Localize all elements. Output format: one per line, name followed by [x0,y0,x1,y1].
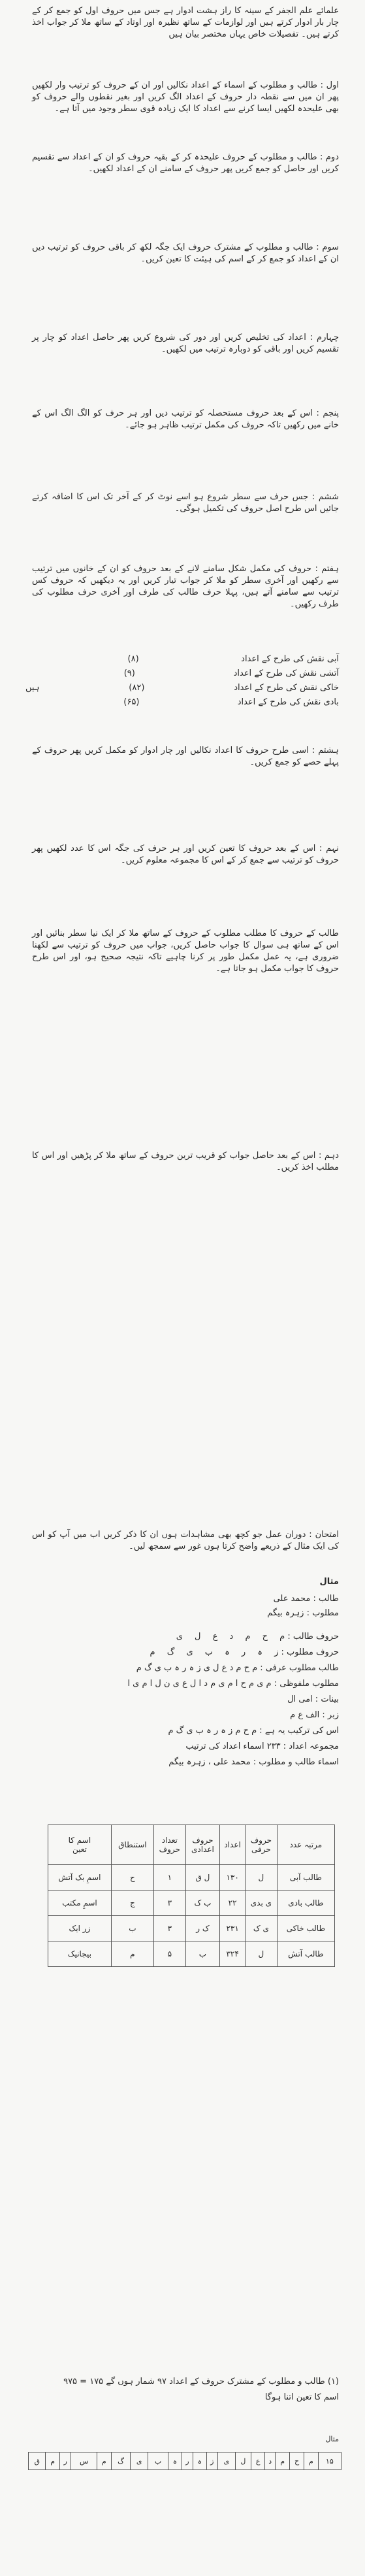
huroof-matloob-label: حروف مطلوب : [281,1647,339,1657]
huroof-talib-row [25,1631,339,1643]
table-row [48,1865,335,1891]
table-cell: ح [111,1865,153,1891]
table-header-cell: اسم کا تعین [48,1825,112,1865]
table-cell: ۳۲۴ [220,1941,246,1967]
paragraph-10: نہم : اس کے بعد حروف کا تعین کریں اور ہر حرف کی جگہ اس کا عدد لکھیں پھر حروف کو ترتیب سے جمع کر کے اس کا مجموعہ معلوم کریں۔ [32,844,339,865]
table-cell: طالب آبی [277,1865,334,1891]
example-line-f: مجموعہ اعداد : ۲۳۳ اسماء اعداد کی ترتیب [185,1742,339,1751]
paragraph-9: ہشتم : اسی طرح حروف کا اعداد نکالیں اور چار ادوار کو مکمل کریں پھر حروف کے پہلے حصے کو جمع کریں۔ [32,746,339,767]
table-header-cell: استنطاق [111,1825,153,1865]
example-line-b: مطلوب ملفوظی : م ی م ح ا م ی م د ا ل ع ی ن ل ا م ی ا [127,1679,339,1689]
table-cell: ی بدی [246,1891,278,1916]
talib-label: طالب : [313,1594,339,1604]
matloob-name: زہرہ بیگم [267,1608,304,1618]
grid-cell: ع [251,2452,265,2470]
list-item-label: آبی نقش کی طرح کے اعداد [241,654,339,664]
paragraph-3: دوم : طالب و مطلوب کے حروف علیحدہ کر کے بقیہ حروف کو ان کے اعداد سے تقسیم کریں اور حاصل کو جمع کریں پھر حروف کے سامنے ان کے اعداد لکھیں۔ [32,152,339,174]
grid-cell: د [265,2452,276,2470]
table-cell: ۳ [153,1891,185,1916]
table-row [48,1916,335,1941]
data-table [48,1825,335,1967]
table-cell: ۱ [153,1865,185,1891]
example-line-e: اس کی ترکیب یہ ہے : م ح م ز ہ ر ہ ب ی گ م [168,1726,339,1736]
example-title: مثال [319,1577,339,1587]
list-item-4 [25,697,339,708]
list-item-1 [25,653,339,665]
grid-cell: م [304,2452,319,2470]
huroof-talib-label: حروف طالب : [287,1632,339,1642]
table-cell: ۲۳۱ [220,1916,246,1941]
table-cell: ج [111,1891,153,1916]
table-cell: اسمِ بک آتش [48,1865,112,1891]
table-cell: اسمِ مکتب [48,1891,112,1916]
paragraph-6: پنجم : اس کے بعد حروف مستحصلہ کو ترتیب دیں اور ہر حرف کو الگ الگ اس کے خانے میں رکھیں تاکہ حروف کی مکمل ترتیب ظاہر ہو جائے۔ [32,408,339,430]
grid-cell: ہ [193,2452,207,2470]
paragraph-7: ششم : جس حرف سے سطر شروع ہو اسے نوٹ کر کے آخر تک اس کا اضافہ کرتے جائیں اس طرح اصل حروف کی تکمیل ہوگی۔ [32,492,339,514]
grid-cell: ل [235,2452,251,2470]
intro-paragraph: امتحان : دوران عمل جو کچھ بھی مشاہدات ہوں ان کا ذکر کریں اب میں آپ کو اس کی ایک مثال کے ذریعے واضح کرتا ہوں غور سے سمجھ لیں۔ [32,1530,339,1551]
bottom-line-1: (۱) طالب و مطلوب کے مشترک حروف کے اعداد ۹۷ شمار ہوں گے ۱۷۵ = ۹۷۵ [63,2377,339,2386]
bottom-line-2: اسم کا تعین اتنا ہوگا [264,2392,339,2402]
table-row [48,1891,335,1916]
paragraph-11: طالب کے حروف کا مطلب مطلوب کے حروف کے ساتھ ملا کر ایک نیا سطر بنائیں اور اس کے ساتھ ہی سوال کا جواب حاصل کریں، جواب میں حروف کو ترتیب سے لکھنا ضروری ہے، یہ عمل مکمل طور پر کرنا چاہیے تاکہ نتیجہ صحیح ہو، اور اس طرح حروف کا جواب مکمل ہو جاتا ہے۔ [32,929,339,974]
list-item-2 [25,668,339,680]
list-item-value: (۶۵) [123,697,140,707]
table-cell: زر ایک [48,1916,112,1941]
table-header-cell: حروف اعدادی [185,1825,220,1865]
table-cell: طالب بادی [277,1891,334,1916]
example-line-a: طالب مطلوب عرفی : م ح م د ع ل ی ز ہ ر ہ ب ی گ م [136,1663,339,1673]
table-cell: ل [246,1865,278,1891]
grid-cell: ب [148,2452,168,2470]
grid-cell: م [46,2452,60,2470]
table-cell: ک ر [185,1916,220,1941]
table-cell: ب [185,1941,220,1967]
grid-cell: ہ [168,2452,182,2470]
paragraph-4: سوم : طالب و مطلوب کے مشترک حروف ایک جگہ لکھ کر باقی حروف کو ترتیب دیں ان کے اعداد کو جمع کر کے اسم کی ہیئت کا تعین کریں۔ [32,242,339,264]
list-item-extra: ہیں [25,683,40,693]
list-item-label: خاکی نقش کی طرح کے اعداد [234,683,339,693]
list-item-label: آتشی نقش کی طرح کے اعداد [233,669,339,678]
grid-cell: ر [59,2452,71,2470]
table-header-cell: حروف حرفی [246,1825,278,1865]
table-cell: ۲۲ [220,1891,246,1916]
grid-cell: م [97,2452,112,2470]
list-item-label: بادی نقش کی طرح کے اعداد [237,697,339,707]
table-row [48,1941,335,1967]
paragraph-8: ہفتم : حروف کی مکمل شکل سامنے لانے کے بعد حروف کو ان کے خانوں میں ترتیب سے رکھیں اور آخری سطر کو ملا کر جواب تیار کریں اور یہ دیکھیں کہ حروف کس ترتیب سے سامنے آتے ہیں، پہلا حرف طالب کی طرف اور آخری حرف مطلوب کی طرف رکھیں۔ [32,564,339,609]
list-item-3 [25,682,339,694]
huroof-talib-letters: م ح م د ع ل ی [176,1632,285,1642]
table-cell: طالب خاکی [277,1916,334,1941]
table-cell: ب [111,1916,153,1941]
talib-name: محمد علی [273,1594,311,1604]
list-item-value: (۸) [127,654,139,664]
paragraph-12: دہم : اس کے بعد حاصل جواب کو قریب ترین حروف کے ساتھ ملا کر پڑھیں اور اس کا مطلب اخذ کریں۔ [32,1151,339,1172]
table-cell: ل ق [185,1865,220,1891]
huroof-matloob-letters: ز ہ ر ہ ب ی گ م [150,1647,279,1657]
table-header-cell: تعداد حروف [153,1825,185,1865]
grid-cell: م [276,2452,290,2470]
table-header-cell: اعداد [220,1825,246,1865]
table-cell: م [111,1941,153,1967]
table-cell: طالب آتش [277,1941,334,1967]
table-cell: ل [246,1941,278,1967]
paragraph-2: اول : طالب و مطلوب کے اسماء کے اعداد نکالیں اور ان کے حروف کو ترتیب وار لکھیں پھر ان میں سے نقطہ دار حروف کے اعداد الگ کریں اور بغیر نقطوں والے حروف کو بھی علیحدہ لکھیں ایسا کرنے سے اعداد کا ایک زیادہ قوی سطر وجود میں آتا ہے۔ [32,80,339,114]
matloob-label: مطلوب : [306,1608,339,1618]
grid-cell: ز [206,2452,217,2470]
grid-cell: ۱۵ [318,2452,341,2470]
table-cell: ۱۳۰ [220,1865,246,1891]
table-cell: ۵ [153,1941,185,1967]
grid-cell: ح [289,2452,304,2470]
grid-label: مثال [325,2435,339,2443]
paragraph-1: علمائے علم الجفر کے سینہ کا راز ہشت ادوار ہے جس میں حروف اول کو جمع کر کے چار بار ادوار کرتے ہیں اور لوازمات کے ساتھ نظیرہ اور اوتاد کے ساتھ ملا کر جواب اخذ کرتے ہیں۔ تفصیلات خاص یہاں مختصر بیان ہیں [32,6,339,39]
table-cell: بیجانیک [48,1941,112,1967]
grid-cell: س [71,2452,97,2470]
table-cell: ی ک [246,1916,278,1941]
grid-cell: گ [111,2452,131,2470]
talib-row [25,1593,339,1605]
table-header-cell: مرتبہ عدد [277,1825,334,1865]
grid-cell: ر [182,2452,193,2470]
letter-grid [28,2452,341,2470]
huroof-matloob-row [25,1647,339,1659]
example-line-g: اسماء طالب و مطلوب : محمد علی ، زہرہ بیگم [168,1757,339,1767]
table-cell: ۳ [153,1916,185,1941]
example-line-c: بینات : امی ال [287,1694,339,1704]
grid-cell: ی [131,2452,148,2470]
table-header-row [48,1825,335,1865]
paragraph-5: چہارم : اعداد کی تخلیص کریں اور دور کی شروع کریں پھر حاصل اعداد کو چار پر تقسیم کریں اور باقی کو دوبارہ ترتیب میں لکھیں۔ [32,333,339,354]
grid-cell: ی [218,2452,236,2470]
list-item-value: (۸۲) [129,683,145,693]
list-item-value: (۹) [123,669,135,678]
grid-cell: ق [29,2452,46,2470]
grid-row [29,2452,341,2470]
table-cell: ب ک [185,1891,220,1916]
example-line-d: زبر : الف ع م [290,1710,339,1720]
matloob-row [25,1608,339,1619]
